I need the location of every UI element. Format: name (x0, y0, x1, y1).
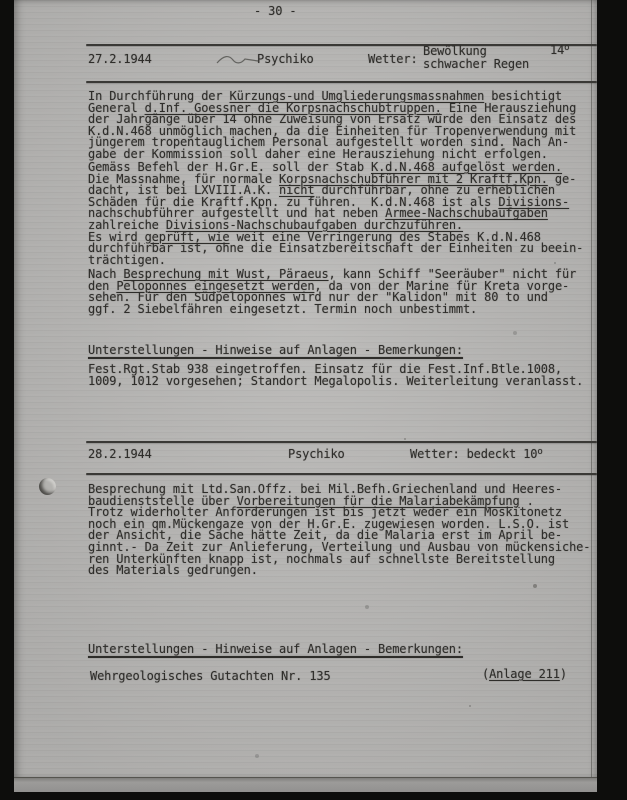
divider-line (86, 81, 597, 83)
page-bottom-edge (14, 777, 597, 792)
text-line: der Ansicht, die Sache hätte Zeit, da die Malaria erst im April be- (88, 528, 562, 543)
weather-row (410, 447, 543, 461)
entry-date: 28.2.1944 (88, 447, 152, 461)
entry-date: 27.2.1944 (88, 52, 152, 66)
text-line: Die Massnahme, für normale Korpsnachschubführer mit 2 Kraftf.Kpn. ge- (88, 171, 577, 186)
document-page (14, 0, 597, 777)
text-line: In Durchführung der Kürzungs-und Umgliederungsmassnahmen besichtigt (88, 89, 563, 103)
text-line: Trotz widerholter Anforderungen ist bis jetzt weder ein Moskitonetz (88, 505, 562, 520)
paper-specks (14, 0, 16, 2)
text-line: Besprechung mit Ltd.San.Offz. bei Mil.Befh.Griechenland und Heeres- (88, 482, 562, 496)
paragraph (88, 91, 576, 161)
degree-sup: o (564, 43, 570, 53)
pen-mark (216, 52, 260, 68)
weather-line1: Bewölkung (423, 44, 487, 58)
text-line: ggf. 2 Siebelfähren eingesetzt. Termin noch unbestimmt. (88, 301, 478, 316)
page-edge-shadow (591, 0, 592, 777)
text-line: Es wird geprüft, wie weit eine Verringerung des Stabes K.d.N.468 (88, 229, 541, 244)
paragraph (88, 162, 583, 266)
text-line: den Peloponnes eingesetzt werden, da von der Marine für Kreta vorge- (88, 278, 570, 293)
text-line: zahlreiche Divisions-Nachschubaufgaben durchzuführen. (88, 217, 463, 232)
text-line: dacht, ist bei LXVIII.A.K. nicht durchführbar, ohne zu erheblichen (88, 183, 555, 198)
text-line: jüngerem tropentauglichem Personal aufgestellt worden sind. Nach An- (88, 135, 570, 150)
text-line: sehen. Für den Südpeloponnes wird nur der "Kalidon" mit 80 to und (88, 290, 548, 305)
text-line: Nach Besprechung mit Wust, Päraeus, kann Schiff "Seeräuber" nicht für (88, 267, 577, 281)
weather-condition: bedeckt (466, 447, 517, 461)
weather-line2: schwacher Regen (423, 57, 530, 71)
text-line: trächtigen. (88, 252, 166, 267)
text-line: gabe der Kommission soll daher eine Herausziehung nicht erfolgen. (88, 146, 548, 161)
temperature: 14$^o$ (550, 43, 570, 57)
paragraph (88, 269, 576, 315)
text-line: ren Unterkünften knapp ist, nochmals auf schnellste Bereitstellung (88, 551, 555, 566)
weather-label: Wetter: (410, 447, 460, 461)
text-line: baudienststelle über Vorbereitungen für die Malariabekämpfung . (88, 493, 534, 508)
text-line: des Materials gedrungen. (88, 563, 258, 578)
text-line: der Jahrgänge über 14 ohne Zuweisung von Ersatz würde den Einsatz des (88, 112, 577, 127)
annex-reference (482, 669, 567, 681)
text-line: K.d.N.468 unmöglich machen, da die Einheiten für Tropenverwendung mit (88, 123, 577, 138)
text-line: Fest.Rgt.Stab 938 eingetroffen. Einsatz für die Fest.Inf.Btle.1008, (88, 362, 562, 376)
text-line: (Anlage 211) (482, 667, 567, 681)
text-line: noch ein qm.Mückengaze von der H.Gr.E. zugewiesen worden. L.S.O. ist (88, 516, 570, 531)
page-number: - 30 - (254, 4, 297, 18)
text-line: ginnt.- Da Zeit zur Anlieferung, Verteilung und Ausbau von mückensiche- (88, 539, 591, 554)
section-heading: Unterstellungen - Hinweise auf Anlagen - Bemerkungen: (88, 343, 463, 357)
paragraph (88, 484, 590, 577)
text-line: Schäden für die Kraftf.Kpn. zu führen. K.d.N.468 ist als Divisions- (88, 194, 570, 209)
text-line: General d.Inf. Goessner die Korpsnachschubtruppen. Eine Herausziehung (88, 100, 577, 115)
entry-place: Psychiko (288, 447, 345, 461)
degree-sup: o (537, 447, 543, 457)
text-line: durchführbar ist, ohne die Einsatzbereitschaft der Einheiten zu beein- (88, 241, 584, 256)
divider-line (86, 44, 597, 46)
temperature: 10 (523, 447, 538, 461)
entry-place: Psychiko (257, 52, 314, 66)
section-heading: Unterstellungen - Hinweise auf Anlagen - Bemerkungen: (88, 642, 463, 656)
section-body (88, 364, 583, 387)
text-line: 1009, 1012 vorgesehen; Standort Megalopolis. Weiterleitung veranlasst. (88, 373, 584, 388)
text-line: nachschubführer aufgestellt und hat neben Armee-Nachschubaufgaben (88, 206, 548, 221)
text-line: Gemäss Befehl der H.Gr.E. soll der Stab K.d.N.468 aufgelöst werden. (88, 160, 563, 174)
divider-line (86, 441, 597, 443)
weather-label: Wetter: (368, 52, 418, 66)
annex-note: Wehrgeologisches Gutachten Nr. 135 (90, 669, 331, 683)
divider-line (86, 473, 597, 475)
punch-hole (39, 478, 56, 495)
